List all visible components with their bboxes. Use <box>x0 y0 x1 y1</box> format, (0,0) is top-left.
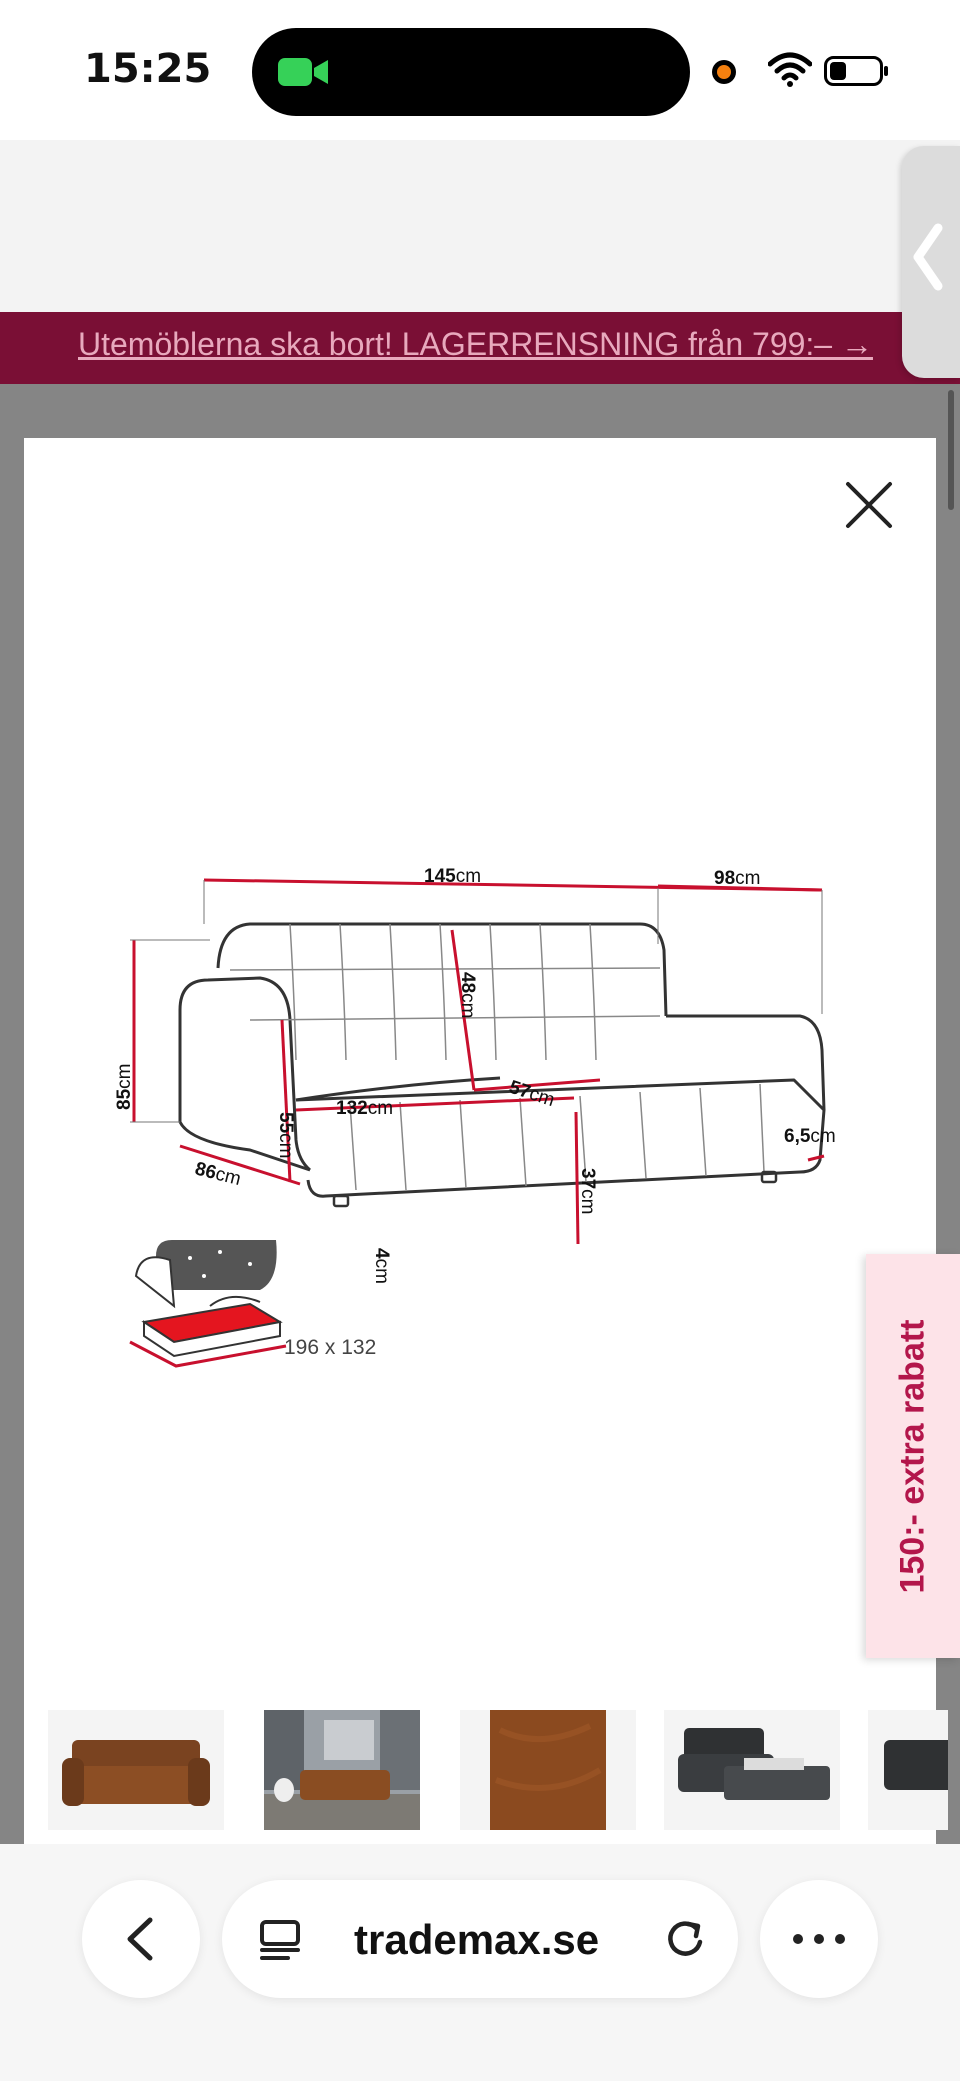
dim-back-height: 48cm <box>457 972 478 1019</box>
bed-size-label: 196 x 132 <box>284 1336 377 1359</box>
chevron-left-icon[interactable] <box>908 222 948 292</box>
dim-arm-height: 55cm <box>275 1112 296 1159</box>
grey-sofa-bed-image <box>664 1710 840 1830</box>
dim-leg-height: 4cm <box>371 1248 392 1284</box>
dim-cushion: 6,5cm <box>784 1126 836 1147</box>
sofa-quilting <box>230 924 764 1190</box>
video-camera-icon <box>278 56 330 88</box>
recording-indicator <box>712 60 736 84</box>
chevron-left-icon <box>82 1880 200 1998</box>
clock: 15:25 <box>84 46 212 92</box>
page-header-area <box>0 140 960 312</box>
discount-tab-label[interactable]: 150:- extra rabatt <box>893 1318 932 1594</box>
thumbnail-3[interactable] <box>460 1710 636 1830</box>
dim-width: 145cm <box>424 866 482 887</box>
dim-height: 85cm <box>114 1063 135 1110</box>
thumbnail-strip[interactable] <box>48 1710 948 1832</box>
thumbnail-1[interactable] <box>48 1710 224 1830</box>
thumbnail-5[interactable] <box>868 1710 948 1830</box>
home-indicator <box>340 2050 620 2060</box>
dim-seat-depth: 57cm <box>506 1076 558 1112</box>
scrollbar[interactable] <box>948 390 954 510</box>
dim-depth: 98cm <box>714 868 761 889</box>
battery-icon <box>824 56 890 86</box>
ellipsis-icon <box>760 1880 878 1998</box>
back-button[interactable] <box>82 1880 200 1998</box>
thumbnail-2[interactable] <box>264 1710 420 1830</box>
fabric-swatch-image <box>460 1710 636 1830</box>
dimension-labels <box>114 866 836 1284</box>
more-options-button[interactable] <box>760 1880 878 1998</box>
reader-view-icon[interactable] <box>258 1918 302 1962</box>
reload-icon[interactable] <box>662 1916 708 1962</box>
wifi-icon <box>768 52 812 88</box>
sofa-bed-icon <box>130 1240 376 1366</box>
thumbnail-4[interactable] <box>664 1710 840 1830</box>
dim-seat-height: 37cm <box>577 1168 598 1215</box>
close-icon[interactable] <box>842 478 896 532</box>
promo-banner-link[interactable]: Utemöblerna ska bort! LAGERRENSNING från 799:– → <box>78 326 873 362</box>
sofa-dimension-diagram <box>100 860 860 1400</box>
room-image <box>264 1710 420 1830</box>
url-text[interactable]: trademax.se <box>354 1916 600 1963</box>
sofa-bed-partial-image <box>868 1710 948 1830</box>
dim-seat-width: 132cm <box>336 1098 394 1119</box>
sofa-image <box>48 1710 224 1830</box>
dim-arm-depth: 86cm <box>192 1158 243 1191</box>
